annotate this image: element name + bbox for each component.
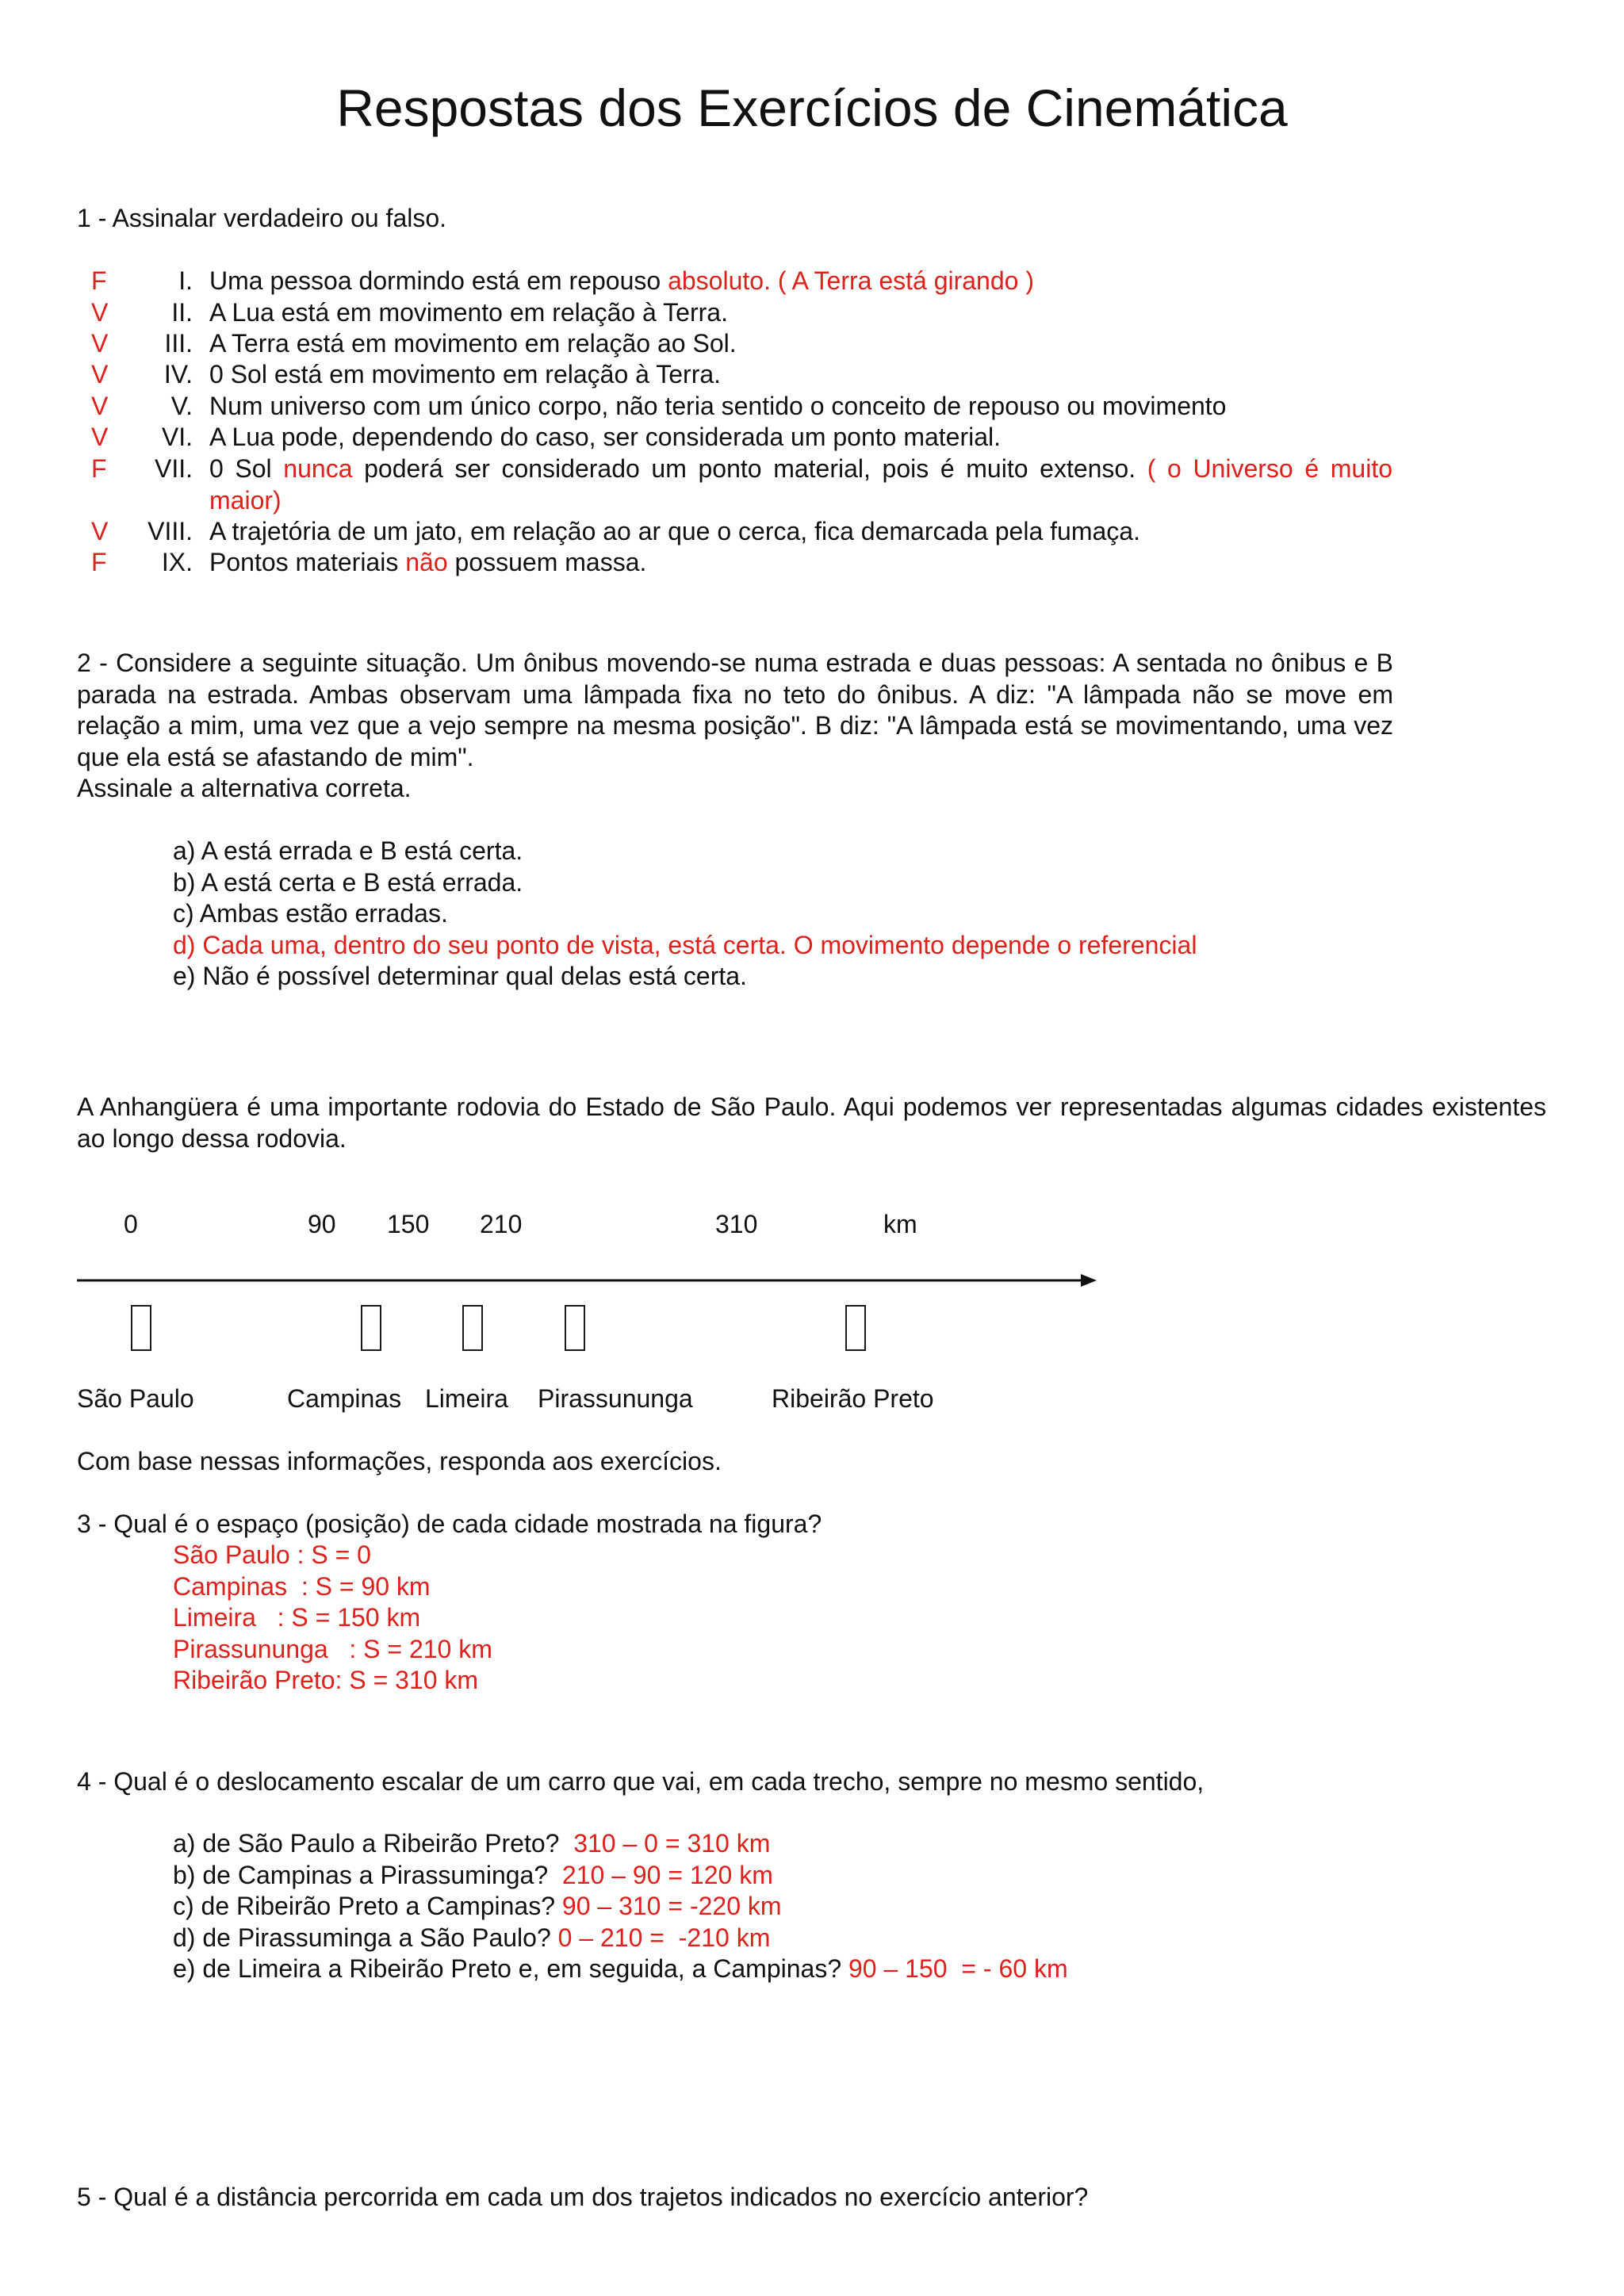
q4-item-c — [173, 1891, 782, 1923]
city-marker-pirassununga — [565, 1305, 585, 1351]
q2-prompt: 2 - Considere a seguinte situação. Um ônibus movendo-se numa estrada e duas pessoas: A sentada no ônibus e B parada na estrada. Ambas observam uma lâmpada fixa no teto do ônibus. A diz: "A lâmpada não se move em relação a mim, uma vez que a vejo sempre na mesma posição". B diz: "A lâmpada está se movimentando, uma vez que ela está se afastando de mim". — [77, 649, 1393, 771]
q4-question: e) de Limeira a Ribeirão Preto e, em seguida, a Campinas? — [173, 1954, 848, 1983]
tf-statement-text: Uma pessoa dormindo está em repouso — [209, 266, 668, 295]
tick-label-90: 90 — [308, 1210, 336, 1238]
q3-answer-2: Campinas : S = 90 km — [173, 1571, 431, 1601]
q4-answer: 210 – 90 = 120 km — [561, 1860, 773, 1889]
city-marker-limeira — [462, 1305, 483, 1351]
q4-answer: 90 – 150 = - 60 km — [848, 1954, 1068, 1983]
tick-label-km: km — [883, 1210, 917, 1238]
q4-item-a — [173, 1828, 770, 1860]
q4-question: c) de Ribeirão Preto a Campinas? — [173, 1892, 562, 1920]
roman-numeral-5: V. — [170, 392, 193, 420]
roman-numeral-1: I. — [178, 266, 193, 295]
tf-statement-text: A Terra está em movimento em relação ao Sol. — [209, 329, 737, 358]
q2-option-a: a) A está errada e B está certa. — [173, 836, 523, 865]
tf-statement-2 — [209, 297, 728, 329]
q4-item-e — [173, 1954, 1068, 1985]
tf-statement-5 — [209, 391, 1226, 423]
q3-answer-4: Pirassununga : S = 210 km — [173, 1634, 492, 1663]
tf-answer-5: V — [91, 392, 109, 420]
tick-label-0: 0 — [124, 1210, 138, 1238]
road-axis-arrowhead — [1081, 1274, 1097, 1287]
tf-statement-7 — [209, 453, 1392, 516]
q3-answer-5: Ribeirão Preto: S = 310 km — [173, 1666, 479, 1694]
tf-correction: absoluto. ( A Terra está girando ) — [668, 266, 1034, 295]
city-marker-campinas — [361, 1305, 381, 1351]
q4-question: b) de Campinas a Pirassuminga? — [173, 1860, 562, 1889]
tf-answer-4: V — [91, 360, 109, 388]
tf-correction: nunca — [283, 454, 353, 483]
tf-statement-text: Num universo com um único corpo, não teria sentido o conceito de repouso ou movimento — [209, 392, 1227, 420]
tf-statement-8 — [209, 516, 1140, 548]
q2-option-c: c) Ambas estão erradas. — [173, 899, 448, 928]
tf-statement-3 — [209, 328, 737, 360]
road-intro-text: A Anhangüera é uma importante rodovia do Estado de São Paulo. Aqui podemos ver representadas algumas cidades existentes ao longo dessa rodovia. — [77, 1093, 1546, 1153]
tf-statement-6 — [209, 422, 1001, 453]
tf-answer-2: V — [91, 298, 109, 327]
tf-correction-note: ( o Universo é muito maior) — [209, 454, 1393, 515]
q3-answer-1: São Paulo : S = 0 — [173, 1540, 371, 1569]
tf-statement-text: A Lua está em movimento em relação à Terra. — [209, 298, 728, 327]
city-label-limeira: Limeira — [425, 1384, 508, 1413]
q4-question: d) de Pirassuminga a São Paulo? — [173, 1923, 558, 1952]
city-marker-sao-paulo — [131, 1305, 151, 1351]
tf-answer-6: V — [91, 423, 109, 451]
tf-statement-text: A trajetória de um jato, em relação ao ar que o cerca, fica demarcada pela fumaça. — [209, 517, 1140, 545]
city-label-ribeirao-preto: Ribeirão Preto — [772, 1384, 934, 1413]
city-label-sao-paulo: São Paulo — [77, 1384, 194, 1413]
road-axis-arrow — [75, 1269, 1106, 1292]
city-label-pirassununga: Pirassununga — [538, 1384, 693, 1413]
roman-numeral-3: III. — [164, 329, 193, 358]
q2-option-b: b) A está certa e B está errada. — [173, 867, 523, 897]
q4-item-b — [173, 1860, 773, 1892]
tick-label-150: 150 — [387, 1210, 430, 1238]
q4-answer: 310 – 0 = 310 km — [573, 1829, 771, 1858]
road-followup-text: Com base nessas informações, responda aos exercícios. — [77, 1447, 722, 1475]
tf-correction: não — [405, 548, 448, 576]
tf-statement-text-cont: possuem massa. — [447, 548, 647, 576]
q4-item-d — [173, 1923, 770, 1954]
roman-numeral-7: VII. — [154, 454, 193, 483]
tf-statement-text: 0 Sol — [209, 454, 284, 483]
q2-option-d: d) Cada uma, dentro do seu ponto de vista, está certa. O movimento depende o referencial — [173, 930, 1197, 959]
q4-answer: 0 – 210 = -210 km — [557, 1923, 771, 1952]
city-marker-ribeirao-preto — [845, 1305, 866, 1351]
q1-prompt: 1 - Assinalar verdadeiro ou falso. — [77, 204, 447, 232]
tf-statement-text: A Lua pode, dependendo do caso, ser considerada um ponto material. — [209, 423, 1002, 451]
roman-numeral-4: IV. — [163, 360, 193, 388]
roman-numeral-6: VI. — [161, 423, 193, 451]
tick-label-310: 310 — [715, 1210, 758, 1238]
tf-statement-4 — [209, 359, 721, 391]
tf-answer-1: F — [91, 266, 107, 295]
city-label-campinas: Campinas — [287, 1384, 402, 1413]
q4-answer: 90 – 310 = -220 km — [561, 1892, 782, 1920]
q5-prompt: 5 - Qual é a distância percorrida em cada um dos trajetos indicados no exercício anterior? — [77, 2183, 1089, 2211]
tf-answer-8: V — [91, 517, 109, 545]
tf-statement-text: 0 Sol está em movimento em relação à Terra. — [209, 360, 722, 388]
tf-statement-9 — [209, 547, 646, 579]
roman-numeral-8: VIII. — [147, 517, 193, 545]
q4-question: a) de São Paulo a Ribeirão Preto? — [173, 1829, 574, 1858]
q2-option-e: e) Não é possível determinar qual delas está certa. — [173, 962, 747, 990]
tf-answer-7: F — [91, 454, 107, 483]
roman-numeral-9: IX. — [161, 548, 193, 576]
q2-instruction: Assinale a alternativa correta. — [77, 774, 412, 802]
tf-answer-9: F — [91, 548, 107, 576]
roman-numeral-2: II. — [171, 298, 193, 327]
tick-label-210: 210 — [480, 1210, 523, 1238]
tf-statement-text-cont: poderá ser considerado um ponto material, pois é muito extenso. — [352, 454, 1147, 483]
tf-answer-3: V — [91, 329, 109, 358]
q3-prompt: 3 - Qual é o espaço (posição) de cada cidade mostrada na figura? — [77, 1510, 822, 1538]
tf-statement-text: Pontos materiais — [209, 548, 406, 576]
q3-answer-3: Limeira : S = 150 km — [173, 1603, 421, 1632]
q4-prompt: 4 - Qual é o deslocamento escalar de um carro que vai, em cada trecho, sempre no mesmo sentido, — [77, 1767, 1205, 1796]
page-title: Respostas dos Exercícios de Cinemática — [336, 78, 1288, 137]
tf-statement-1 — [209, 266, 1034, 297]
